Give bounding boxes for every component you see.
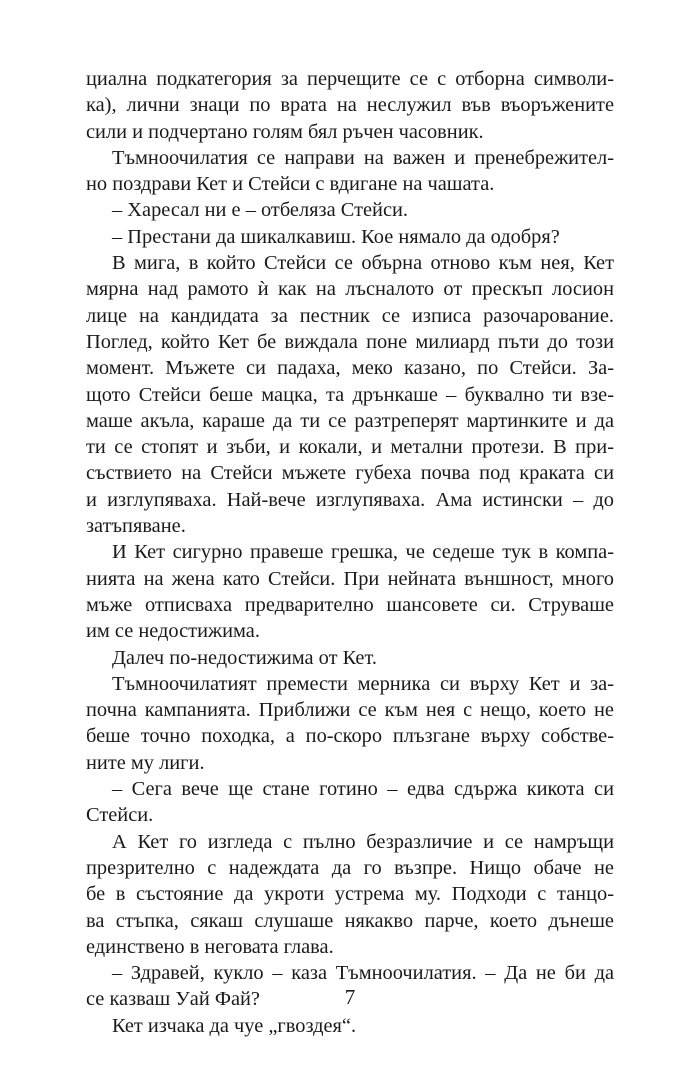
text-line: и изглупяваха. Най-вече изглупяваха. Ама истински – до (86, 488, 614, 511)
text-line: – Сега вече ще стане готино – едва сдържа кикота си (112, 778, 614, 801)
text-line: презрително с надеждата да го възпре. Нищо обаче не (86, 856, 614, 879)
text-line: нията на жена като Стейси. При нейната външност, много (86, 567, 614, 590)
text-line: Далеч по-недостижима от Кет. (112, 646, 377, 669)
text-line: Стейси. (86, 804, 154, 827)
text-line: маше акъла, караше да ти се разтреперят мартинките и да (86, 409, 614, 432)
text-line: почна кампанията. Приближи се към нея с нещо, което не (86, 699, 614, 722)
text-line: И Кет сигурно правеше грешка, че седеше тук в компа- (112, 541, 614, 564)
page-number: 7 (344, 985, 356, 1009)
text-line: съствието на Стейси мъжете губеха почва под краката си (86, 462, 614, 485)
text-line: ка), лични знаци по врата на неслужил във въоръжените (86, 94, 614, 117)
body-text (86, 66, 614, 1039)
text-line: ните му лиги. (86, 751, 205, 774)
text-line: А Кет го изгледа с пълно безразличие и се намръщи (112, 830, 614, 853)
text-line: – Престани да шикалкавиш. Кое нямало да одобря? (112, 225, 560, 248)
text-line: мъже отписваха предварително шансовете си. Струваше (86, 593, 614, 616)
text-line: единствено в неговата глава. (86, 935, 334, 958)
text-line: ти се стопят и зъби, и кокали, и метални протези. В при- (86, 436, 614, 459)
text-line: беше точно походка, а по-скоро плъзгане върху собстве- (86, 725, 614, 748)
text-line: бе в състояние да укроти устрема му. Подходи с танцо- (86, 883, 614, 906)
text-line: сили и подчертано голям бял ръчен часовник. (86, 120, 484, 143)
text-line: циална подкатегория за перчещите се с отборна символи- (86, 68, 614, 90)
text-line: мярна над рамото ѝ как на лъсналото от прескъп лосион (86, 278, 614, 301)
text-line: В мига, в който Стейси се обърна отново към нея, Кет (112, 252, 614, 275)
text-line: Поглед, който Кет бе виждала поне милиард пъти до този (86, 330, 614, 353)
text-line: – Харесал ни е – отбеляза Стейси. (112, 199, 409, 222)
text-line: Тъмноочилатия се направи на важен и пренебрежител- (112, 146, 614, 169)
text-line: щото Стейси беше мацка, та дрънкаше – буквално ти взе- (86, 383, 614, 406)
text-line: затъпяване. (86, 515, 186, 538)
text-line: – Здравей, кукло – каза Тъмноочилатия. – Да не би да (112, 962, 614, 985)
text-line: Кет изчака да чуе „гвоздея“. (112, 1014, 357, 1037)
text-line: им се недостижима. (86, 620, 260, 643)
text-line: Тъмноочилатият премести мерника си върху Кет и за- (112, 672, 614, 695)
text-line: но поздрави Кет и Стейси с вдигане на чашата. (86, 173, 495, 196)
text-line: се казваш Уай Фай? (86, 988, 260, 1011)
text-line: ва стъпка, сякаш слушаше някакво парче, което дънеше (86, 909, 614, 932)
text-line: лице на кандидата за пестник се изписа разочарование. (86, 304, 614, 327)
text-line: момент. Мъжете си падаха, меко казано, по Стейси. За- (86, 357, 614, 380)
